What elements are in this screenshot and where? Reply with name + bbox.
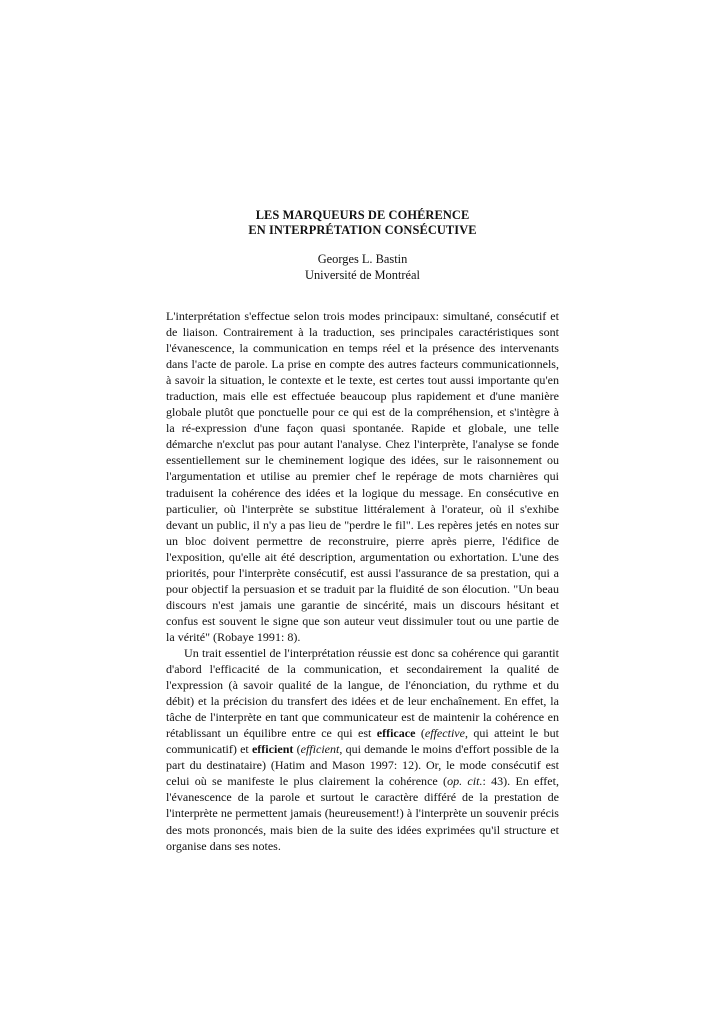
term-efficient-en: efficient <box>300 742 340 757</box>
author-affiliation: Université de Montréal <box>305 267 420 282</box>
paragraph-2-text: : 43). En effet, l'évanescence de la parole et surtout le caractère différé de la prestation de l'interprète ne permettent jamais (heureusement!) à l'interprète un souvenir précis des mots prononcés, mais bien de la suite des idées exprimées qu'il structure et organise dans ses notes. <box>166 774 559 853</box>
term-efficace: efficace <box>376 726 416 741</box>
term-efficient-fr: efficient <box>251 742 294 757</box>
paragraph-2-text: ( <box>415 726 425 741</box>
paragraph-2 <box>166 645 559 854</box>
paragraph-2-text: , qui atteint le but communicatif) et <box>166 726 559 757</box>
author-name: Georges L. Bastin <box>317 252 408 266</box>
term-effective: effective <box>424 726 465 741</box>
paragraph-2-text: Un trait essentiel de l'interprétation réussie est donc sa cohérence qui garantit d'abord l'efficacité de la communication, et secondairement la qualité de l'expression (à savoir qualité de la langue, de l'énonciation, du rythme et du débit) et la précision du transfert des idées et de leur enchaînement. En effet, la tâche de l'interprète en tant que communicateur est de maintenir la cohérence en rétablissant un équilibre entre ce qui est <box>166 645 559 741</box>
paper-title <box>0 208 725 238</box>
paragraph-2-text: ( <box>293 742 301 757</box>
title-line-1: LES MARQUEURS DE COHÉRENCE <box>255 208 470 222</box>
paragraph-2-text: , qui demande le moins d'effort possible de la part du destinataire) (Hatim and Mason 1997: 12). Or, le mode consécutif est celui où se manifeste le plus clairement la cohérence ( <box>166 742 559 789</box>
citation-op-cit: op. cit. <box>447 774 483 789</box>
title-line-2: EN INTERPRÉTATION CONSÉCUTIVE <box>248 223 477 237</box>
author-block <box>0 252 725 283</box>
paragraph-1: L'interprétation s'effectue selon trois modes principaux: simultané, consécutif et de liaison. Contrairement à la traduction, ses principales caractéristiques sont l'évanescence, la communication en temps réel et la présence des intervenants dans l'acte de parole. La prise en compte des autres facteurs communicationnels, à savoir la situation, le contexte et le texte, est certes tout aussi importante qu'en traduction, mais elle est effectuée beaucoup plus rapidement et d'une manière globale plutôt que ponctuelle pour ce qui est de la compréhension, et s'intègre à la ré-expression d'une façon quasi spontanée. Rapide et globale, une telle démarche n'exclut pas pour autant l'analyse. Chez l'interprète, l'analyse se fonde essentiellement sur le cheminement logique des idées, sur le raisonnement ou l'argumentation et utilise au premier chef le repérage de mots charnières qui traduisent la cohérence des idées et la logique du message. En consécutive en particulier, où l'interprète se substitue littéralement à l'orateur, où il s'exhibe devant un public, il n'y a pas lieu de "perdre le fil". Les repères jetés en notes sur un bloc doivent permettre de reconstruire, pierre après pierre, l'édifice de l'exposition, qu'elle ait été description, argumentation ou exhortation. L'une des priorités, pour l'interprète consécutif, est aussi l'assurance de sa prestation, qui a pour objectif la persuasion et se traduit par la fluidité de son élocution. "Un beau discours n'est jamais une garantie de sincérité, mais un discours hésitant et confus est souvent le signe que son auteur veut dissimuler tout ou une partie de la vérité" (Robaye 1991: 8). <box>166 309 559 644</box>
body-text <box>166 308 559 854</box>
